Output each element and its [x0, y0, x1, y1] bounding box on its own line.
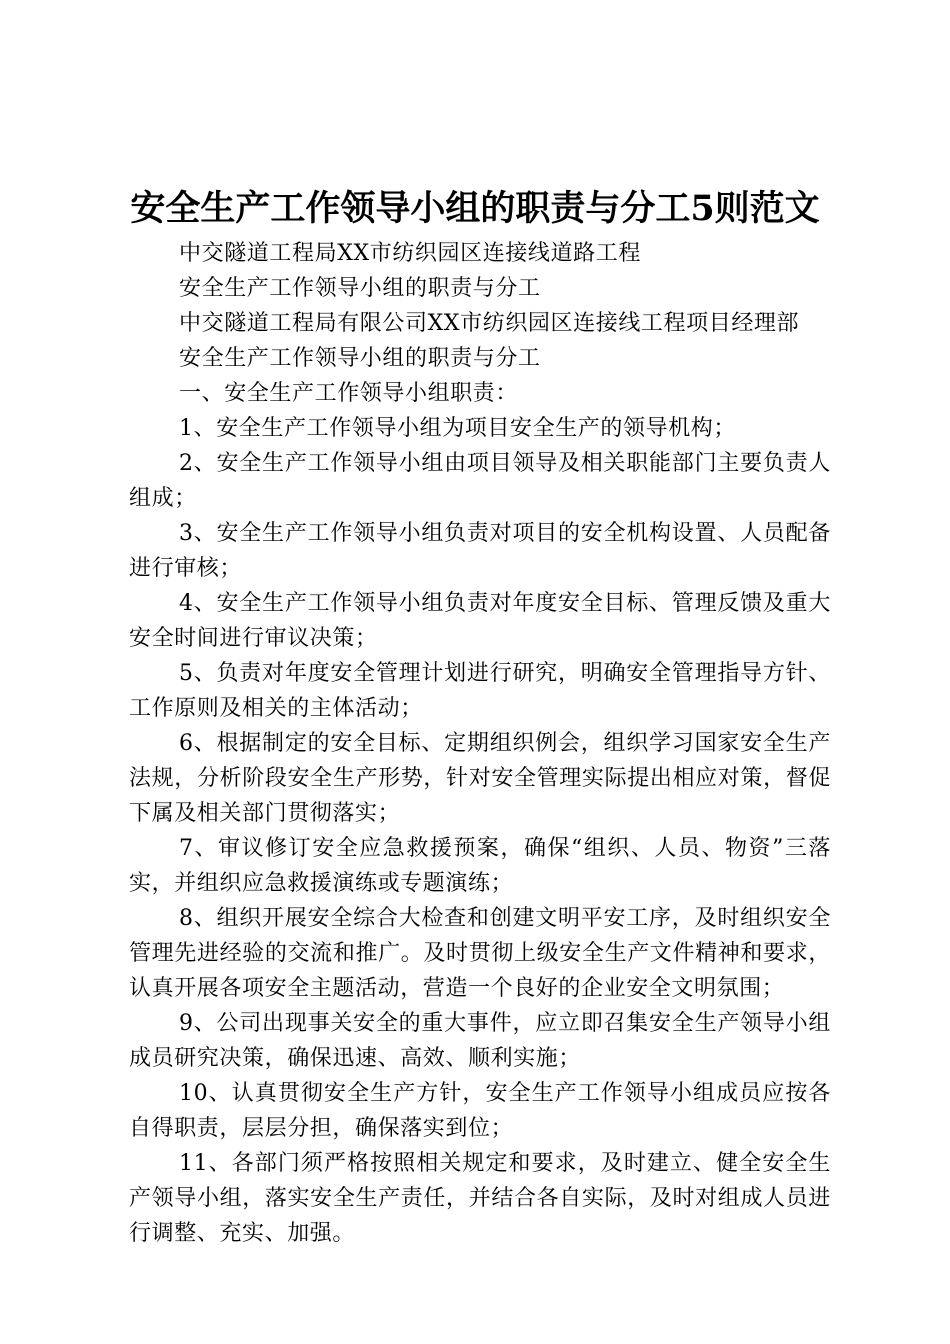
paragraph: 安全生产工作领导小组的职责与分工: [179, 276, 541, 301]
list-item: 8、组织开展安全综合大检查和创建文明平安工序，及时组织安全管理先进经验的交流和推广。及时贯彻上级安全生产文件精神和要求，认真开展各项安全主题活动，营造一个良好的企业安全文明氛围；: [129, 906, 831, 1001]
list-item: 3、安全生产工作领导小组负责对项目的安全机构设置、人员配备进行审核；: [129, 521, 831, 581]
list-item: 5、负责对年度安全管理计划进行研究，明确安全管理指导方针、工作原则及相关的主体活动；: [129, 661, 831, 721]
list-item: 11、各部门须严格按照相关规定和要求，及时建立、健全安全生产领导小组，落实安全生产责任，并结合各自实际，及时对组成人员进行调整、充实、加强。: [129, 1151, 831, 1246]
list-item: 2、安全生产工作领导小组由项目领导及相关职能部门主要负责人组成；: [129, 451, 831, 511]
document-title: 安全生产工作领导小组的职责与分工5则范文: [130, 188, 820, 229]
list-item: 1、安全生产工作领导小组为项目安全生产的领导机构；: [179, 416, 736, 441]
paragraph: 中交隧道工程局XX市纺织园区连接线道路工程: [179, 241, 641, 266]
list-item: 6、根据制定的安全目标、定期组织例会，组织学习国家安全生产法规，分析阶段安全生产形势，针对安全管理实际提出相应对策，督促下属及相关部门贯彻落实；: [129, 731, 831, 826]
paragraph: 中交隧道工程局有限公司XX市纺织园区连接线工程项目经理部: [179, 311, 800, 336]
list-item: 7、审议修订安全应急救援预案，确保“组织、人员、物资”三落实，并组织应急救援演练或专题演练；: [129, 836, 831, 896]
list-item: 9、公司出现事关安全的重大事件，应立即召集安全生产领导小组成员研究决策，确保迅速、高效、顺利实施；: [129, 1011, 831, 1071]
section-heading: 一、安全生产工作领导小组职责：: [179, 381, 519, 406]
document-body: [129, 236, 831, 1251]
list-item: 10、认真贯彻安全生产方针，安全生产工作领导小组成员应按各自得职责，层层分担，确保落实到位；: [129, 1081, 831, 1141]
list-item: 4、安全生产工作领导小组负责对年度安全目标、管理反馈及重大安全时间进行审议决策；: [129, 591, 831, 651]
paragraph: 安全生产工作领导小组的职责与分工: [179, 346, 541, 371]
